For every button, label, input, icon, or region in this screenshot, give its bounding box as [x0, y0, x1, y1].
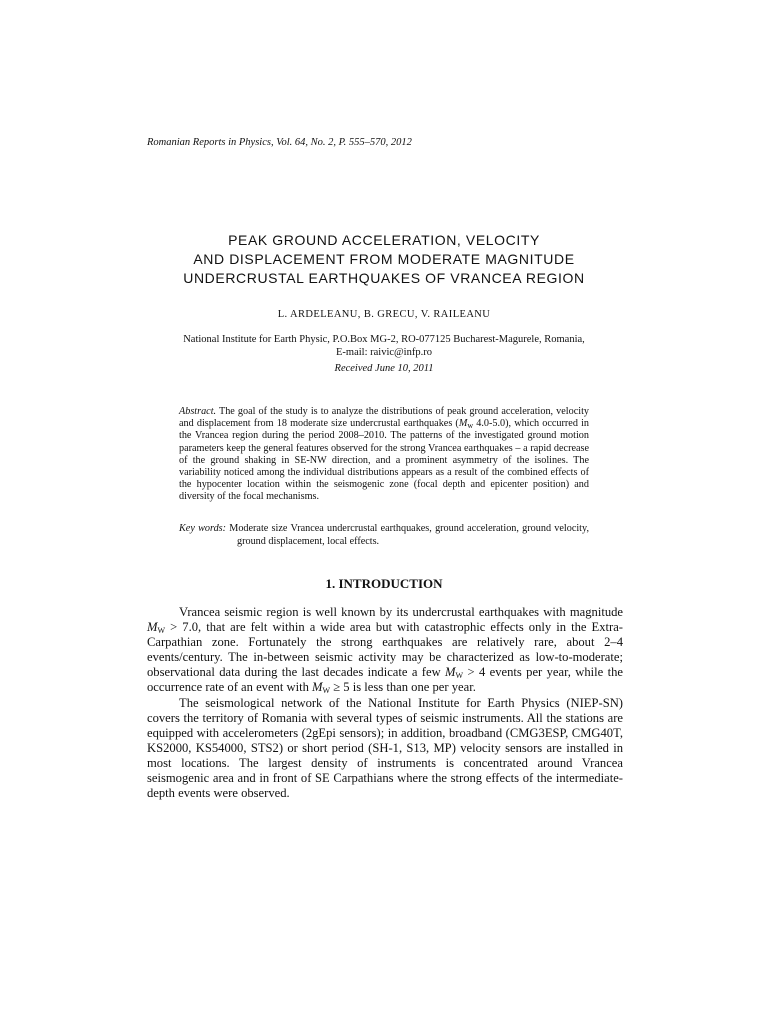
paragraph-1	[147, 605, 623, 696]
keywords-label: Key words:	[179, 523, 227, 534]
abstract	[179, 406, 589, 504]
magnitude-subscript: W	[455, 671, 464, 681]
abstract-magnitude-symbol: M	[458, 418, 468, 430]
paragraph-1-text-b: > 7.0, that are felt within a wide area but with catastrophic effects only in the Extra-Carpathian zone. Fortunately the strong earthquakes are relatively rare, about 2–4 events/century. The in-between seismic activity may be characterized as low-to-moderate; observational data during the last decades indicate a few	[147, 620, 623, 680]
magnitude-symbol: M	[147, 620, 158, 635]
abstract-label: Abstract.	[179, 406, 217, 417]
section-heading: 1. INTRODUCTION	[325, 576, 443, 591]
received-date: Received June 10, 2011	[334, 363, 434, 374]
abstract-text-2: 4.0-5.0), which occurred in the Vrancea region during the period 2008–2010. The patterns of the investigated ground motion parameters keep the general features observed for the strong Vrancea earthquakes – a rapid decrease of the ground shaking in SE-NW direction, and a prominent asymmetry of the isolines. The variability noticed among the individual distributions appears as a result of the combined effects of the hypocenter location within the seismogenic zone (focal depth and epicenter position) and diversity of the focal mechanisms.	[179, 418, 589, 503]
title-line-3: UNDERCRUSTAL EARTHQUAKES OF VRANCEA REGION	[183, 270, 585, 286]
body-text	[147, 605, 623, 801]
keywords	[179, 523, 589, 548]
paper-title	[100, 231, 668, 288]
magnitude-symbol: M	[312, 680, 323, 695]
abstract-magnitude-subscript: w	[467, 421, 474, 431]
abstract-text-1: The goal of the study is to analyze the distributions of peak ground acceleration, velocity and displacement from 18 moderate size undercrustal earthquakes (	[179, 406, 589, 430]
paragraph-1-text-d: ≥ 5 is less than one per year.	[330, 680, 476, 695]
magnitude-subscript: W	[157, 626, 166, 636]
affiliation-address: National Institute for Earth Physic, P.O.Box MG-2, RO-077125 Bucharest-Magurele, Romania,	[183, 334, 585, 345]
affiliation-email: E-mail: raivic@infp.ro	[336, 347, 432, 358]
magnitude-symbol: M	[445, 665, 456, 680]
magnitude-subscript: W	[322, 686, 331, 696]
title-line-2: AND DISPLACEMENT FROM MODERATE MAGNITUDE	[193, 251, 575, 267]
paragraph-1-text-a: Vrancea seismic region is well known by its undercrustal earthquakes with magnitude	[179, 605, 623, 619]
title-line-1: PEAK GROUND ACCELERATION, VELOCITY	[228, 232, 540, 248]
paragraph-1-text-c: > 4 events per year, while the occurrence rate of an event with	[147, 665, 623, 695]
affiliation	[100, 333, 668, 359]
author-list: L. ARDELEANU, B. GRECU, V. RAILEANU	[277, 309, 491, 320]
paragraph-2: The seismological network of the National Institute for Earth Physics (NIEP-SN) covers the territory of Romania with several types of seismic instruments. All the stations are equipped with accelerometers (2gEpi sensors); in addition, broadband (CMG3ESP, CMG40T, KS2000, KS54000, STS2) or short period (SH-1, S13, MP) velocity sensors are installed in most locations. The largest density of instruments is concentrated around Vrancea seismogenic area and in front of SE Carpathians where the strong effects of the intermediate-depth events were observed.	[147, 695, 623, 801]
keywords-text: Moderate size Vrancea undercrustal earthquakes, ground acceleration, ground velocity, ground displacement, local effects.	[226, 523, 589, 547]
journal-reference: Romanian Reports in Physics, Vol. 64, No. 2, P. 555–570, 2012	[147, 137, 412, 148]
